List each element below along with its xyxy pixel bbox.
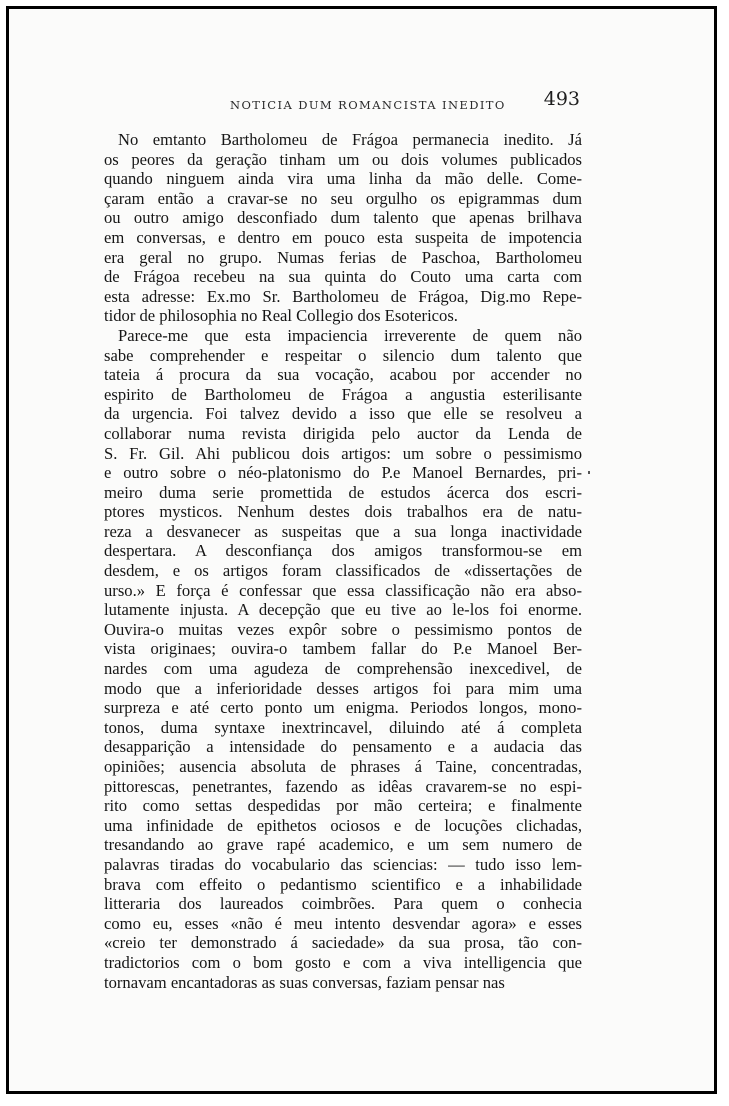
body-text [104,130,582,992]
text-line: S. Fr. Gil. Ahi publicou dois artigos: um sobre o pessimismo [104,443,582,463]
text-line: em conversas, e dentro em pouco esta suspeita de impotencia [104,227,582,247]
text-line: tradictorios com o bom gosto e com a viva intelligencia que [104,952,582,972]
text-line: pittorescas, penetrantes, fazendo as idêas cravarem-se no espi- [104,776,582,796]
page-header [100,88,580,118]
text-line: palavras tiradas do vocabulario das sciencias: — tudo isso lem- [104,854,582,874]
text-line: uma infinidade de epithetos ociosos e de locuções clichadas, [104,815,582,835]
text-line: «creio ter demonstrado á saciedade» da sua prosa, tão con- [104,933,582,953]
text-line: rito como settas despedidas por mão certeira; e finalmente [104,796,582,816]
page-number: 493 [543,88,580,110]
running-title: NOTICIA DUM ROMANCISTA INEDITO [230,98,506,112]
text-line: opiniões; ausencia absoluta de phrases á Taine, concentradas, [104,757,582,776]
text-line: despertara. A desconfiança dos amigos transformou-se em [104,541,582,561]
text-line: tateia á procura da sua vocação, acabou por accender no [104,365,582,385]
text-line: collaborar numa revista dirigida pelo auctor da Lenda de [104,423,582,443]
text-line: da urgencia. Foi talvez devido a isso que elle se resolveu a [104,404,582,424]
text-line: espirito de Bartholomeu de Frágoa a angustia esterilisante [104,384,582,404]
text-line: de Frágoa recebeu na sua quinta do Couto uma carta com [104,267,582,287]
text-line: lutamente injusta. A decepção que eu tive ao le-los foi enorme. [104,600,582,620]
text-line: urso.» E força é confessar que essa classificação não era abso- [104,580,582,600]
text-line: reza a desvanecer as suspeitas que a sua longa inactividade [104,521,582,541]
text-line: sabe comprehender e respeitar o silencio dum talento que [104,345,582,365]
text-line: No emtanto Bartholomeu de Frágoa permanecia inedito. Já [118,130,582,149]
text-line: meiro duma serie promettida de estudos ácerca dos escri- [104,482,582,502]
text-line: Ouvira-o muitas vezes expôr sobre o pessimismo pontos de [104,619,582,639]
text-line: surpreza e até certo ponto um enigma. Periodos longos, mono- [104,698,582,718]
text-line: tresandando ao grave rapé academico, e um sem numero de [104,835,582,855]
text-line: desdem, e os artigos foram classificados de «dissertações de [104,561,582,581]
text-line: modo que a inferioridade desses artigos foi para mim uma [104,678,582,698]
text-line: vista originaes; ouvira-o tambem fallar do P.e Manoel Ber- [104,639,582,659]
text-line: e outro sobre o néo-platonismo do P.e Manoel Bernardes, pri- [104,463,582,483]
text-line: litteraria dos laureados coimbrões. Para quem o conhecia [104,894,582,914]
text-line: era geral no grupo. Numas ferias de Paschoa, Bartholomeu [104,247,582,267]
text-line: os peores da geração tinham um ou dois volumes publicados [104,149,582,169]
text-line: Parece-me que esta impaciencia irreverente de quem não [118,325,582,345]
text-line: tidor de philosophia no Real Collegio dos Esotericos. [104,306,458,326]
text-line: brava com effeito o pedantismo scientifico e a inhabilidade [104,874,582,894]
text-line: tonos, duma syntaxe inextrincavel, diluindo até á completa [104,717,582,737]
text-line: ptores mysticos. Nenhum destes dois trabalhos era de natu- [104,502,582,522]
text-line: como eu, esses «não é meu intento desvendar agora» e esses [104,913,582,933]
text-line: nardes com uma agudeza de comprehensão inexcedivel, de [104,659,582,679]
text-line: ou outro amigo desconfiado dum talento que apenas brilhava [104,208,582,228]
text-line: tornavam encantadoras as suas conversas, faziam pensar nas [104,972,505,992]
text-line: esta adresse: Ex.mo Sr. Bartholomeu de Frágoa, Dig.mo Repe- [104,286,582,306]
text-line: çaram então a cravar-se no seu orgulho os epigrammas dum [104,188,582,208]
text-line: quando ninguem ainda vira uma linha da mão delle. Come- [104,169,582,189]
ink-speck [588,471,590,474]
text-line: desapparição a intensidade do pensamento e a audacia das [104,737,582,757]
